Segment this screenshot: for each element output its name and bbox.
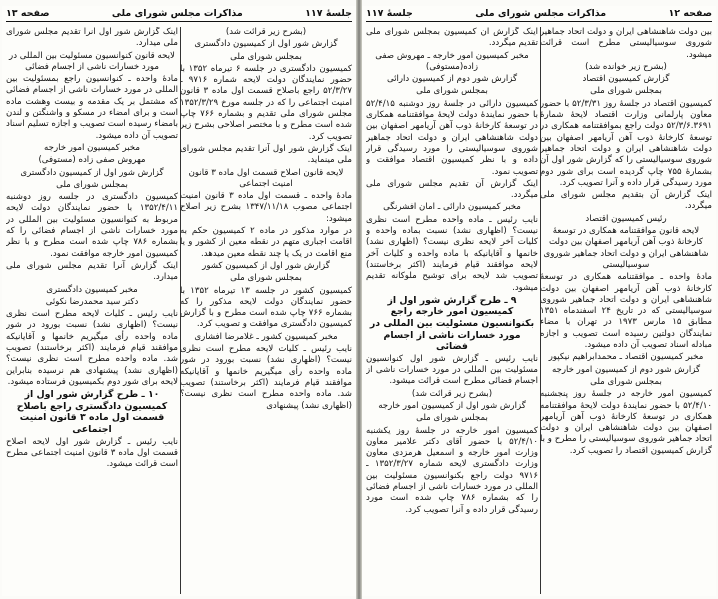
paragraph: مادهٔ واحده ـ قسمت اول ماده ۳ قانون امنیت اجتماعی مصوب ۱۳۴۷/۱۱/۱۸ بشرح زیر اصلاح میشود:: [180, 191, 352, 224]
page-columns: [366, 27, 712, 594]
paragraph: کمیسیون امور خارجه در جلسهٔ روز یکشنبه ۵۲/۴/۱۰ با حضور آقای دکتر علامیر معاون وزارت امور خارجه و اسمعیل هرمزدی معاون وزارت دادگستری لایحه شماره ۱۳۵۲/۳/۲۷ ـ ۹۷۱۶ دولت راجع بکنوانسیون مسئولیت بین المللی در مورد خسارات ناشی از اجسام فضائی را که بشماره ۷۸۶ چاپ شده است مورد رسیدگی قرار داده و آنرا تصویب کرد.: [366, 425, 538, 515]
paragraph: کمیسیون دارائی در جلسهٔ روز دوشنبه ۵۲/۴/۱۵ با حضور نمایندهٔ دولت لایحهٔ موافقتنامه همکاری در توسعهٔ کارخانهٔ ذوب آهن آریامهر اصفهان بین دولت شاهنشاهی ایران و دولت اتحاد جماهیر شوروی سوسیالیستی را مورد رسیدگی قرار داده و با نظر کمیسیون اقتصاد موافقت و تصویب نمود.: [366, 98, 538, 177]
paragraph: کمیسیون اقتصاد در جلسهٔ روز ۵۲/۳/۳۱ با حضور معاون پارلمانی وزارت اقتصاد لایحهٔ شمارهٔ ۵۲/۳/۶.۳۶۹۱ دولت راجع بموافقتنامه همکاری در توسعهٔ کارخانهٔ ذوب آهن آریامهر اصفهان بین دولت شاهنشاهی ایران و دولت اتحاد جماهیر شوروی سوسیالیستی را که گزارش شور اول آن بشمارهٔ ۷۵۵ چاپ گردیده است برای شور دوم مورد رسیدگی قرار داده و آنرا تصویب کرد.: [540, 98, 712, 188]
running-title: مذاکرات مجلس شورای ملی: [475, 8, 607, 19]
page-header: [6, 6, 352, 22]
paragraph: نایب رئیس ـ گزارش شور اول کنوانسیون مسئولیت بین المللی در مورد خسارات ناشی از اجسام فضائی مطرح است قرائت میشود.: [366, 353, 538, 387]
paragraph: کمیسیون امور خارجه در جلسهٔ روز پنجشنبه ۵۲/۴/۱۰ با حضور نمایندهٔ دولت لایحهٔ موافقتنامه همکاری در توسعهٔ کارخانهٔ ذوب آهن آریامهر اصفهان بین دولت شاهنشاهی ایران و دولت اتحاد جماهیر شوروی سوسیالیستی را مطرح و با گزارش کمیسیون اقتصاد را تصویب کرد.: [540, 389, 712, 456]
paragraph: اینک گزارش شور اول آنرا تقدیم مجلس شورای ملی مینماید.: [180, 143, 352, 166]
centered-heading: (بشرح زیر خوانده شد): [585, 61, 667, 72]
page-columns: [6, 27, 352, 594]
centered-heading: بمجلس شورای ملی: [590, 86, 662, 97]
text-column-right: [540, 27, 712, 594]
centered-heading: مهروش صفی زاده (مستوفی): [38, 155, 146, 166]
paragraph: کمیسیون دادگستری در جلسه ۶ تیرماه ۱۳۵۲ با حضور نمایندگان دولت لایحه شماره ۹۷۱۶ ـ ۵۲/۳/۲۷ راجع باصلاح قسمت اول ماده ۳ قانون امنیت اجتماعی را که در جلسه مورخ ۱۳۵۲/۳/۲۹ مجلس شورای ملی تقدیم و بشماره ۷۶۶ چاپ شده است مطرح و با مختصر اصلاحی بشرح زیر تصویب کرد.: [180, 63, 352, 142]
paragraph: اینک گزارش شور اول آنرا تقدیم مجلس شورای ملی میدارد.: [6, 27, 178, 49]
section-heading: ۱۰ ـ طرح گزارش شور اول از کمیسیون دادگستری راجع باصلاح قسمت اول ماده ۳ قانون امنیت اجتماعی: [16, 389, 168, 435]
text-column-left: [6, 27, 178, 594]
paragraph: کمیسیون دادگستری در جلسه روز دوشنبه ۱۳۵۲/۴/۱۱ با حضور نمایندگان دولت لایحه مربوط به کنوانسیون مسئولیت بین المللی در مورد خسارات ناشی از اجسام فضائی را که بشماره ۷۸۶ چاپ شده است مطرح و با نظر کمیسیون امور خارجه موافقت نمود.: [6, 192, 178, 259]
centered-heading: مخبر کمیسیون اقتصاد ـ محمدابراهیم نیکپور: [548, 352, 704, 363]
centered-heading: لایحه قانون اصلاح قسمت اول ماده ۳ قانون امنیت اجتماعی: [188, 167, 344, 189]
centered-heading: گزارش شور اول از کمیسیون دادگستری: [20, 167, 164, 178]
centered-heading: گزارش شور دوم از کمیسیون دارائی: [386, 74, 518, 85]
centered-heading: گزارش شور اول از کمیسیون دادگستری: [194, 39, 338, 50]
section-heading: ۹ ـ طرح گزارش شور اول از کمیسیون امور خارجه راجع بکنوانسیون مسئولیت بین المللی در مورد خسارات ناشی از اجسام فضائی: [369, 294, 535, 353]
page-header: [366, 6, 712, 22]
page-13: [2, 6, 356, 596]
centered-heading: گزارش شور اول از کمیسیون کشور: [202, 260, 330, 271]
paragraph: نایب رئیس ـ کلیات لایحه مطرح است نظری نیست؟ (اظهاری نشد) نسبت بورود در شور ماده واحده رأی میگیریم خانمها و آقایانیکه موافقند قیام فرمایند (اکثر برخاستند) تصویب شد. ماده واحده مطرح است نظری نیست؟ (اظهاری نشد) پیشنهادی: [180, 344, 352, 411]
paragraph: نایب رئیس ـ ماده واحده مطرح است نظری نیست؟ (اظهاری نشد) نسبت بماده واحده و کلیات آخر لایحه نظری نیست؟ (اظهاری نشد) خانمها و آقایانیکه با ماده واحده و کلیات آخر لایحه موافقند قیام فرمایند (اکثر برخاستند) تصویب شد لایحه برای توشیح ملوکانه تقدیم میشود.: [366, 214, 538, 293]
paragraph: نایب رئیس ـ گزارش شور اول لایحه اصلاح قسمت اول ماده ۳ قانون امنیت اجتماعی مطرح است قرائت میشود.: [6, 436, 178, 470]
paragraph: اینک گزارش آن کمیسیون بمجلس شورای ملی تقدیم میگردد.: [366, 27, 538, 49]
column-divider: [540, 27, 541, 594]
centered-heading: بمجلس شورای ملی: [230, 51, 302, 62]
session-number: جلسهٔ ۱۱۷: [305, 8, 352, 19]
centered-heading: (بشرح زیر قرائت شد): [225, 27, 307, 37]
text-column-left: [366, 27, 538, 594]
paragraph: نایب رئیس ـ کلیات لایحه مطرح است نظری نیست؟ (اظهاری نشد) نسبت بورود در شور ماده واحده رأی میگیریم خانمها و آقایانیکه موافقند قیام فرمایند (اکثر برخاستند) تصویب شد. ماده واحده مطرح است نظری نیست؟ (اظهاری نشد) پیشنهادی هم نرسیده بنابراین لایحه برای شور دوم بکمیسیون فرستاده میشود.: [6, 309, 178, 387]
centered-heading: گزارش کمیسیون اقتصاد: [582, 74, 670, 85]
page-12: [362, 6, 716, 596]
paragraph: مادهٔ واحده ـ کنوانسیون راجع بمسئولیت بین المللی در مورد خسارات ناشی از اجسام فضائی که مشتمل بر یک مقدمه و بیست وهشت ماده است و برای امضاء در مسکو و واشنگتن و لندن بامضاء رسیده است تصویب و اجازه تسلیم اسناد تصویب آن داده میشود.: [6, 74, 178, 141]
book-gutter: [356, 0, 362, 599]
page-number: صفحه ۱۲: [668, 8, 712, 19]
centered-heading: مخبر کمیسیون دارائی ـ امان افشرنگی: [383, 202, 521, 213]
running-title: مذاکرات مجلس شورای ملی: [111, 8, 243, 19]
column-divider: [180, 27, 181, 594]
paragraph: اینک گزارش آن بتقدیم مجلس شورای ملی میگردد.: [540, 190, 712, 212]
centered-heading: بمجلس شورای ملی: [590, 376, 662, 387]
text-column-right: [180, 27, 352, 594]
centered-heading: مخبر کمیسیون کشور ـ غلامرضا افشاری: [194, 331, 338, 342]
centered-heading: رئیس کمیسیون اقتصاد: [585, 213, 667, 224]
centered-heading: گزارش شور دوم از کمیسیون امور خارجه: [551, 364, 701, 375]
centered-heading: لایحه قانون کنوانسیون مسئولیت بین المللی در مورد خسارات ناشی از اجسام فضائی: [9, 50, 175, 72]
centered-heading: گزارش شور اول از کمیسیون امور خارجه: [378, 400, 526, 411]
centered-heading: لایحه قانون موافقتنامه همکاری در توسعهٔ کارخانهٔ ذوب آهن آریامهر اصفهان بین دولت شاهنشاهی ایران و دولت اتحاد جماهیر شوروی سوسیالیستی: [543, 226, 709, 270]
centered-heading: بمجلس شورای ملی: [230, 273, 302, 284]
paragraph: اینک گزارش آن تقدیم مجلس شورای ملی میگردد.: [366, 178, 538, 201]
page-number: صفحه ۱۳: [6, 8, 50, 19]
centered-heading: مخبر کمیسیون امور خارجه: [44, 142, 140, 153]
session-number: جلسهٔ ۱۱۷: [366, 8, 413, 19]
centered-heading: مخبر کمیسیون امور خارجه ـ مهروش صفی زاده(مستوفی): [375, 50, 529, 72]
centered-heading: مخبر کمیسیون دادگستری: [46, 284, 138, 295]
paragraph: کمیسیون کشور در جلسه ۱۳ تیرماه ۱۳۵۲ با حضور نمایندگان دولت لایحه مذکور را که بشماره ۷۶۶ چاپ شده است مطرح و با گزارش کمیسیون دادگستری موافقت و تصویب کرد.: [180, 285, 352, 330]
paragraph: در موارد مذکور در ماده ۲ کمیسیون حکم به اقامت اجباری متهم در نقطه معین از کشور و یا منع اقامت در یک یا چند نقطه معین میدهد.: [180, 226, 352, 259]
centered-heading: (بشرح زیر قرائت شد): [411, 388, 493, 399]
centered-heading: بمجلس شورای ملی: [416, 413, 488, 424]
centered-heading: دکتر سید محمدرضا نکوئی: [45, 296, 139, 307]
paragraph: مادهٔ واحده ـ موافقتنامه همکاری در توسعهٔ کارخانهٔ ذوب آهن آریامهر اصفهان بین دولت شاهنشاهی ایران و دولت اتحاد جماهیر شوروی سوسیالیستی که در تاریخ ۲۴ اسفندماه ۱۳۵۱ مطابق ۱۵ مارس ۱۹۷۳ در تهران با مضاء نمایندگان دولتین رسیده است تصویب و اجازه مبادله اسناد تصویب آن داده میشود.: [540, 272, 712, 351]
centered-heading: بمجلس شورای ملی: [416, 86, 488, 97]
paragraph: اینک گزارش آنرا تقدیم مجلس شورای ملی میدارد.: [6, 260, 178, 283]
paragraph: بین دولت شاهنشاهی ایران و دولت اتحاد جماهیر شوروی سوسیالیستی مطرح است قرائت میشود.: [540, 27, 712, 60]
centered-heading: بمجلس شورای ملی: [56, 179, 128, 190]
